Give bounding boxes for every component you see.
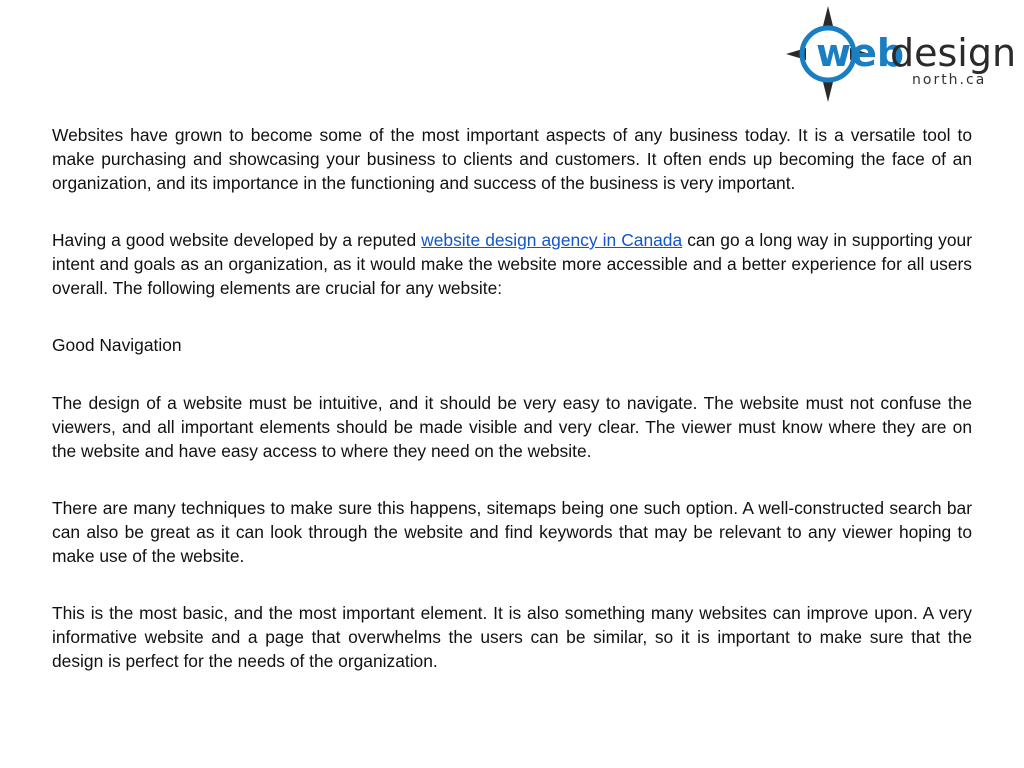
techniques-paragraph: There are many techniques to make sure this happens, sitemaps being one such option. A well-constructed search bar can also be great as it can look through the website and find keywords that may be relevant to any viewer hoping to make use of the website. [52, 498, 972, 566]
section-heading-good-navigation: Good Navigation [52, 335, 182, 355]
compass-icon [784, 4, 1017, 104]
navigation-paragraph: The design of a website must be intuitive, and it should be very easy to navigate. The website must not confuse the viewers, and all important elements should be made visible and very clear. The viewer must know where they are on the website and have easy access to where they need on the website. [52, 393, 972, 461]
agency-link[interactable]: website design agency in Canada [421, 230, 683, 250]
webdesign-north-logo [784, 4, 1017, 104]
intro-paragraph: Websites have grown to become some of the most important aspects of any business today. It is a versatile tool to make purchasing and showcasing your business to clients and customers. It often ends up becoming the face of an organization, and its importance in the functioning and success of the business is very important. [52, 125, 972, 193]
svg-text:design: design [890, 31, 1017, 75]
article-body [52, 123, 972, 706]
agency-paragraph [52, 228, 972, 300]
agency-paragraph-before: Having a good website developed by a reputed [52, 230, 422, 250]
svg-text:north.ca: north.ca [912, 72, 987, 88]
basic-element-paragraph: This is the most basic, and the most important element. It is also something many websites can improve upon. A very informative website and a page that overwhelms the users can be similar, so it is important to make sure that the design is perfect for the needs of the organization. [52, 603, 972, 671]
agency-paragraph-after: can go a long way in supporting your intent and goals as an organization, as it would make the website more accessible and a better experience for all users overall. The following elements are crucial for any website: [52, 230, 973, 298]
svg-text:web: web [816, 31, 905, 75]
